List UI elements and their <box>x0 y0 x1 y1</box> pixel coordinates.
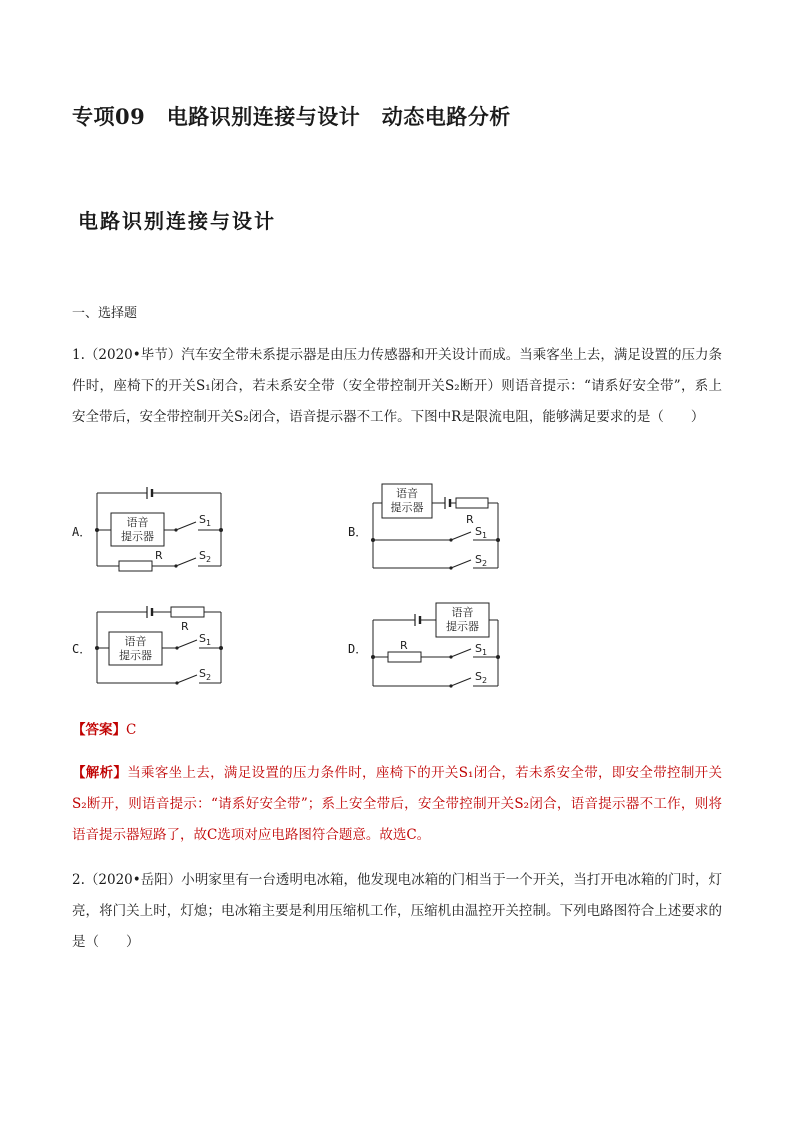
resistor-label: R <box>400 639 408 652</box>
switch-s1-subscript: 1 <box>481 648 488 657</box>
svg-text:S1 <box>475 642 487 657</box>
switch-s2-label: S <box>199 667 206 680</box>
resistor-label: R <box>155 549 163 562</box>
box-label-line2: 提示器 <box>390 501 424 514</box>
switch-s2-subscript: 2 <box>205 673 212 682</box>
box-label-line1: 语音 <box>126 516 149 529</box>
question-1-text: 1.（2020•毕节）汽车安全带未系提示器是由压力传感器和开关设计而成。当乘客坐上去，满足设置的压力条件时，座椅下的开关S₁闭合，若未系安全带（安全带控制开关S₂断开）则语音提示：“请系好安全带”，系上安全带后，安全带控制开关S₂闭合，语音提示器不工作。下图中R是限流电阻，能够满足要求的是（ ） <box>72 347 722 425</box>
svg-text:S2 <box>475 670 487 685</box>
switch-s2-subscript: 2 <box>481 559 488 568</box>
switch-s2-label: S <box>199 549 206 562</box>
page-title: 专项09 电路识别连接与设计 动态电路分析 <box>72 104 511 129</box>
resistor-label: R <box>181 620 189 633</box>
switch-s2-subscript: 2 <box>481 676 488 685</box>
box-label-line2: 提示器 <box>121 530 154 543</box>
box-label-line1: 语音 <box>124 635 147 648</box>
switch-s1-subscript: 1 <box>205 519 212 528</box>
option-c-label: C． <box>72 642 92 656</box>
box-label-line1: 语音 <box>451 606 474 619</box>
switch-s2-subscript: 2 <box>205 555 212 564</box>
analysis-label: 【解析】 <box>72 765 128 781</box>
analysis-block <box>72 758 722 851</box>
option-b-label: B． <box>348 525 368 539</box>
switch-s1-label: S <box>199 632 206 645</box>
option-a-label: A． <box>72 525 92 539</box>
switch-s1-subscript: 1 <box>205 638 212 647</box>
switch-s1-subscript: 1 <box>481 531 488 540</box>
box-label-line2: 提示器 <box>446 620 479 633</box>
switch-s2-label: S <box>475 670 482 683</box>
option-d-label: D． <box>348 642 368 656</box>
resistor-label: R <box>466 513 474 526</box>
analysis-text: 当乘客坐上去，满足设置的压力条件时，座椅下的开关S₁闭合，若未系安全带，即安全带控制开关S₂断开，则语音提示：“请系好安全带”；系上安全带后，安全带控制开关S₂闭合，语音提示器不工作，则将语音提示器短路了，故C选项对应电路图符合题意。故选C。 <box>72 765 722 843</box>
section-heading: 一、选择题 <box>72 306 138 321</box>
answer-label: 【答案】 <box>72 722 126 738</box>
switch-s2-label: S <box>475 553 482 566</box>
switch-s1-label: S <box>199 513 206 526</box>
box-label-line1: 语音 <box>396 487 418 500</box>
answer-line <box>72 718 136 738</box>
question-2-text: 2.（2020•岳阳）小明家里有一台透明电冰箱，他发现电冰箱的门相当于一个开关，当打开电冰箱的门时，灯亮，将门关上时，灯熄；电冰箱主要是利用压缩机工作，压缩机由温控开关控制。下列电路图符合上述要求的是（ ） <box>72 872 722 950</box>
switch-s1-label: S <box>475 525 482 538</box>
box-label-line2: 提示器 <box>119 649 152 662</box>
answer-value: C <box>126 722 137 738</box>
switch-s1-label: S <box>475 642 482 655</box>
section-subtitle: 电路识别连接与设计 <box>78 209 276 233</box>
